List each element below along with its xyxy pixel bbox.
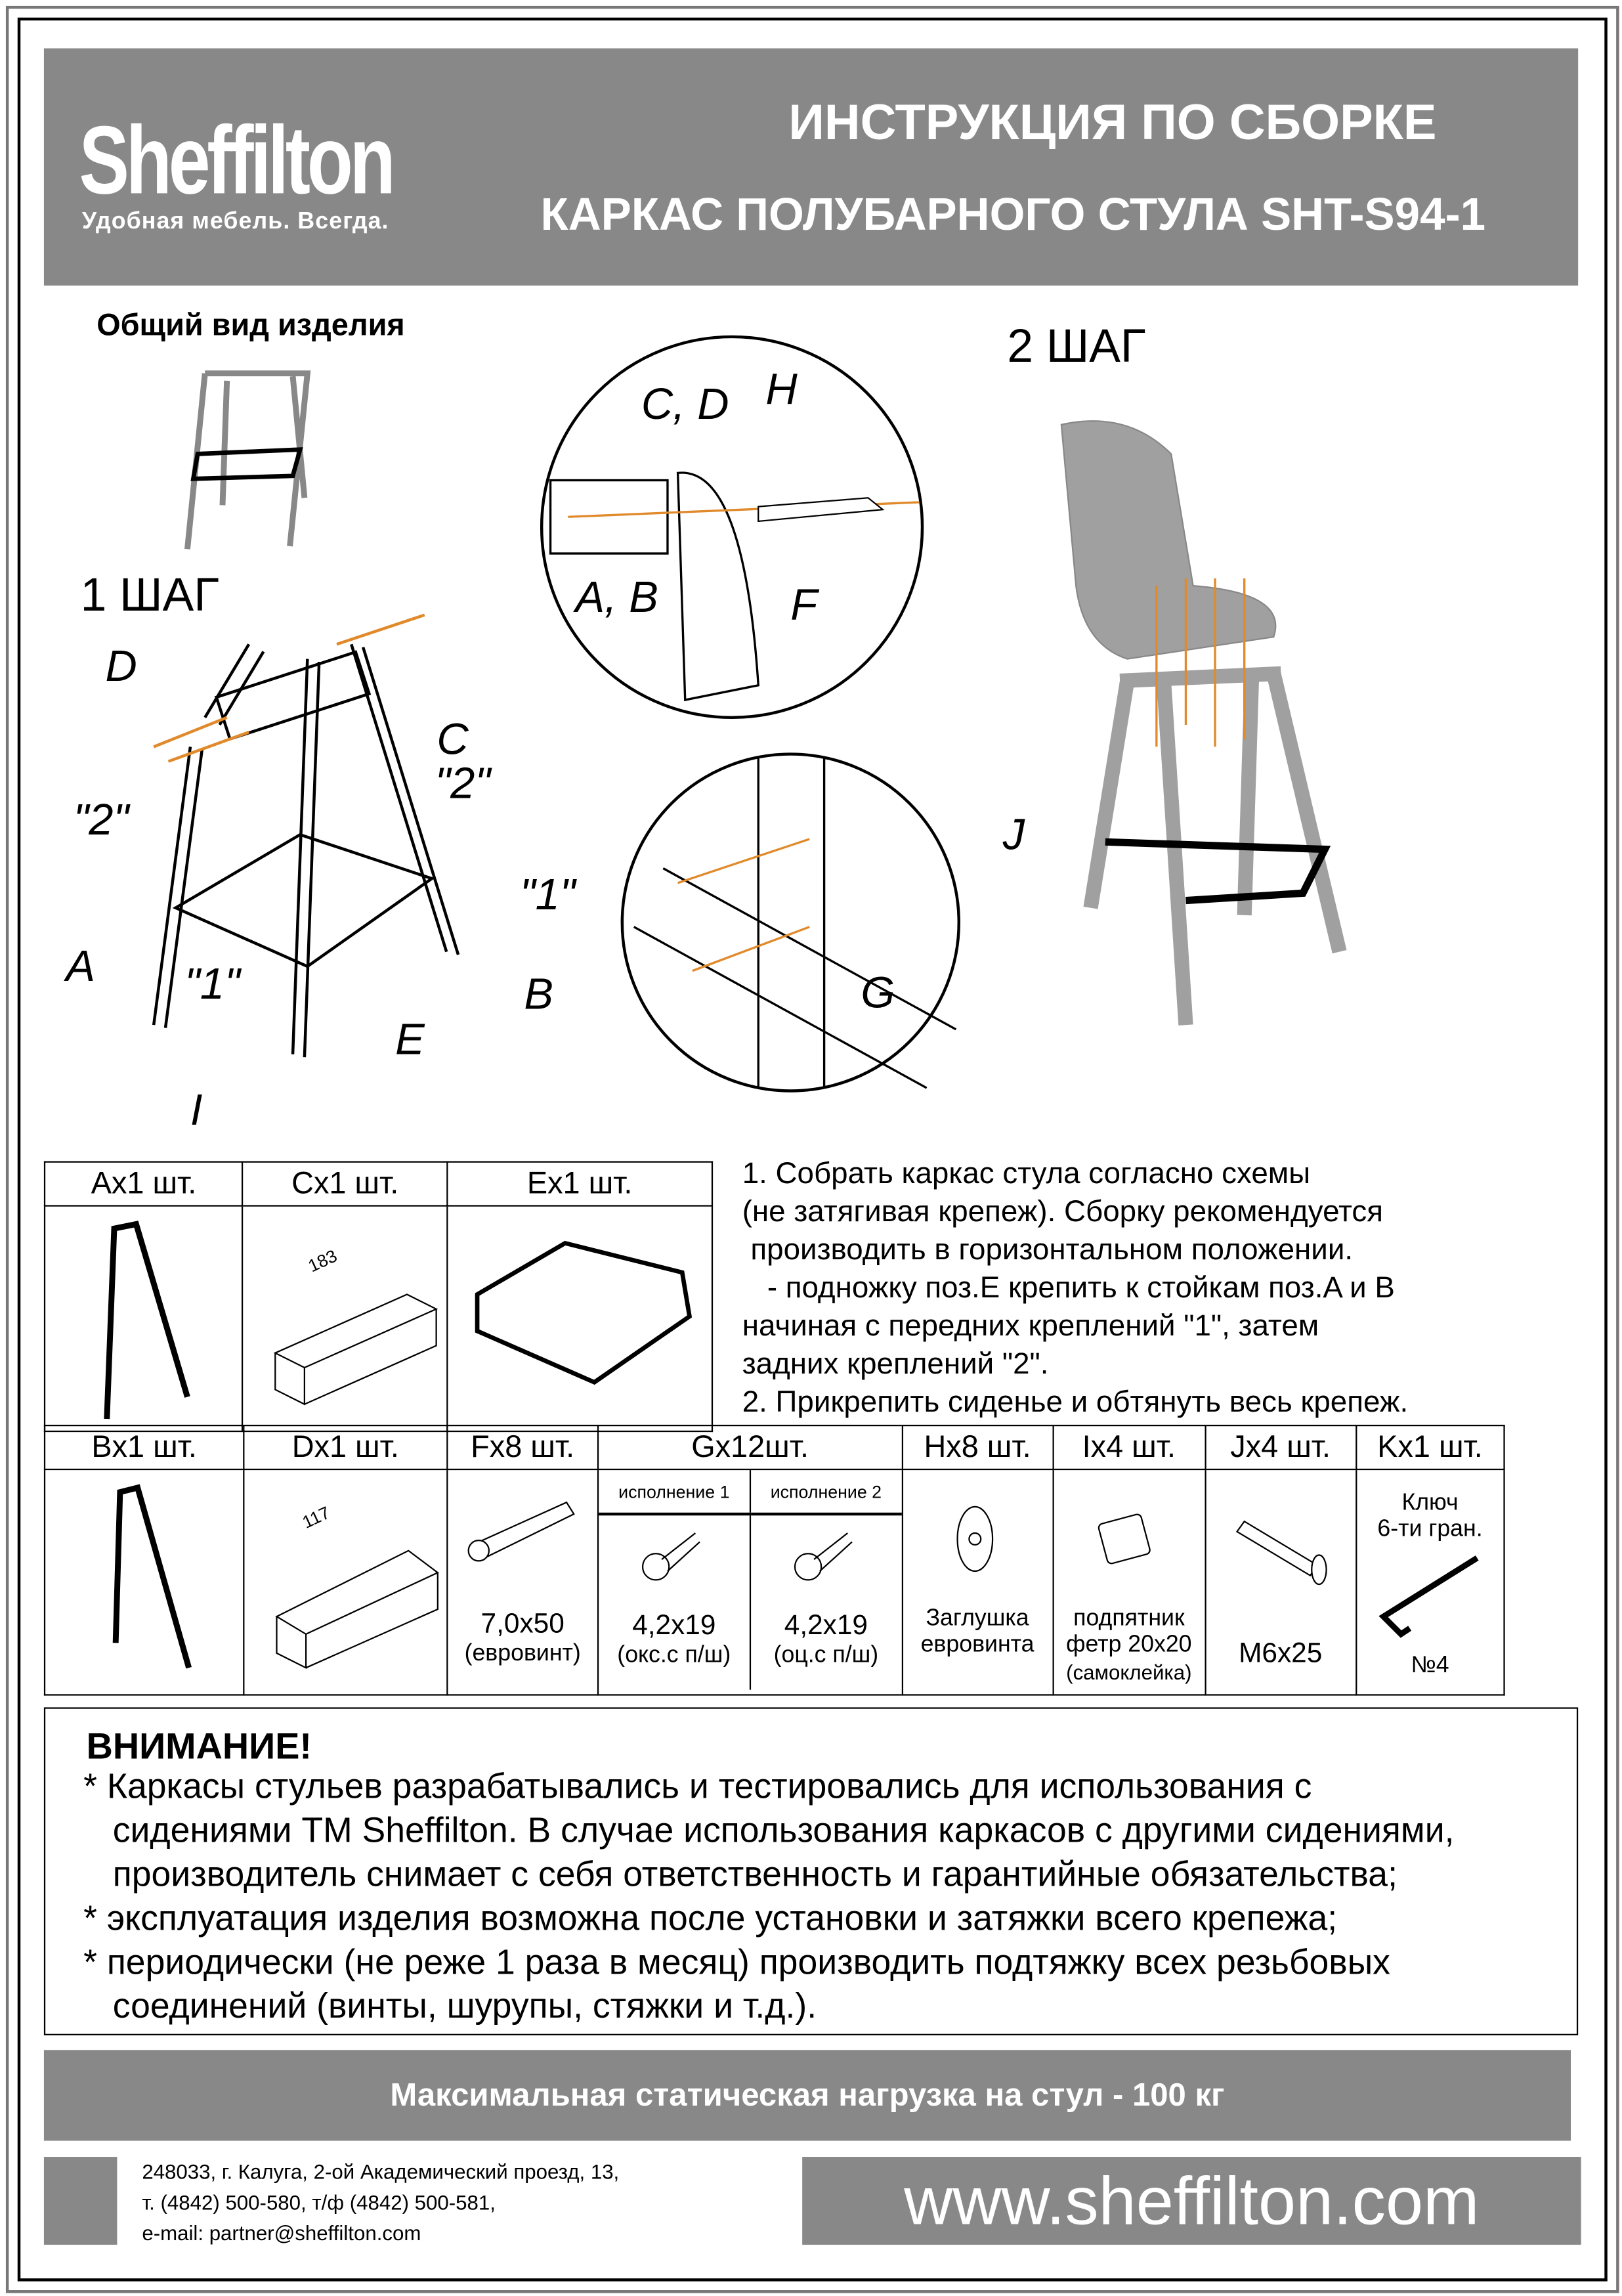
callout-F: F xyxy=(790,580,818,630)
callout-H: H xyxy=(765,364,798,414)
detail1-circle xyxy=(539,334,927,722)
callout-E: E xyxy=(395,1014,425,1064)
part-K-desc2: 6-ти гран. xyxy=(1377,1517,1483,1542)
part-G-note2: (оц.с п/ш) xyxy=(773,1643,879,1668)
part-A-drawing xyxy=(45,1206,243,1431)
step2-label: 2 ШАГ xyxy=(1007,319,1146,372)
page-title: ИНСТРУКЦИЯ ПО СБОРКЕ xyxy=(788,95,1437,151)
part-K-cell xyxy=(1356,1469,1505,1695)
part-G-note1: (окс.с п/ш) xyxy=(617,1643,731,1668)
callout-2-left: "2" xyxy=(73,795,129,845)
instruction-line: 2. Прикрепить сиденье и обтянуть весь крепеж. xyxy=(742,1385,1409,1419)
callout-D: D xyxy=(105,641,137,691)
part-G-size1: 4,2x19 xyxy=(632,1611,716,1642)
attention-line: * Каркасы стульев разрабатывались и тестировались для использования с xyxy=(83,1767,1312,1808)
attention-line: * периодически (не реже 1 раза в месяц) производить подтяжку всех резьбовых xyxy=(83,1943,1390,1983)
footer-address: 248033, г. Калуга, 2-ой Академический проезд, 13, xyxy=(142,2159,620,2184)
instruction-line: задних креплений "2". xyxy=(742,1347,1049,1381)
part-C-label: Cx1 шт. xyxy=(243,1162,447,1206)
callout-G: G xyxy=(861,968,895,1018)
part-I-cell xyxy=(1053,1469,1205,1695)
attention-title: ВНИМАНИЕ! xyxy=(86,1726,312,1767)
callout-C: C xyxy=(437,714,469,764)
attention-line: производитель снимает с себя ответственность и гарантийные обязательства; xyxy=(83,1855,1398,1895)
part-C-dimension: 183 xyxy=(305,1245,341,1276)
callout-A: A xyxy=(66,942,95,991)
callout-B: B xyxy=(524,970,554,1020)
part-F-size: 7,0x50 xyxy=(480,1609,565,1640)
part-C-drawing xyxy=(243,1206,447,1431)
part-D-label: Dx1 шт. xyxy=(244,1425,447,1469)
part-E-drawing xyxy=(447,1206,712,1431)
step1-frame-drawing xyxy=(44,615,491,1157)
part-B-label: Bx1 шт. xyxy=(45,1425,244,1469)
part-K-desc1: Ключ xyxy=(1401,1490,1459,1516)
part-J-label: Jx4 шт. xyxy=(1205,1425,1356,1469)
part-B-drawing xyxy=(45,1469,244,1695)
parts-table-bottom xyxy=(44,1425,1505,1696)
part-J-size: M6x25 xyxy=(1239,1638,1323,1670)
footer-website[interactable]: www.sheffilton.com xyxy=(802,2157,1581,2245)
callout-2-right: "2" xyxy=(435,758,491,808)
instruction-line: производить в горизонтальном положении. xyxy=(742,1232,1354,1267)
part-I-desc2: фетр 20x20 xyxy=(1066,1632,1192,1658)
part-I-desc1: подпятник xyxy=(1073,1606,1185,1632)
attention-line: соединений (винты, шурупы, стяжки и т.д.). xyxy=(83,1987,817,2027)
footer-contacts xyxy=(142,2157,619,2249)
part-E-label: Ex1 шт. xyxy=(447,1162,712,1206)
part-H-label: Hx8 шт. xyxy=(902,1425,1053,1469)
part-K-size: №4 xyxy=(1411,1653,1449,1678)
part-D-drawing xyxy=(244,1469,447,1695)
part-G-variant1: исполнение 1 xyxy=(599,1470,750,1514)
instruction-line: 1. Собрать каркас стула согласно схемы xyxy=(742,1156,1311,1191)
attention-line: * эксплуатация изделия возможна после установки и затяжки всего крепежа; xyxy=(83,1899,1338,1939)
part-H-desc2: евровинта xyxy=(920,1632,1035,1658)
part-F-label: Fx8 шт. xyxy=(447,1425,598,1469)
part-G-cell xyxy=(598,1469,902,1695)
instruction-line: (не затягивая крепеж). Сборку рекомендуется xyxy=(742,1194,1384,1229)
callout-1-left: "1" xyxy=(184,959,240,1008)
attention-box xyxy=(44,1707,1578,2035)
step1-label: 1 ШАГ xyxy=(80,568,219,621)
brand-slogan: Удобная мебель. Всегда. xyxy=(81,209,389,234)
callout-J: J xyxy=(1002,810,1025,859)
assembly-instructions xyxy=(742,1156,1408,1422)
parts-table-top xyxy=(44,1161,713,1433)
part-F-cell xyxy=(447,1469,598,1695)
instruction-line: - подножку поз.E крепить к стойкам поз.A и B xyxy=(742,1270,1395,1305)
max-load-banner: Максимальная статическая нагрузка на стул - 100 кг xyxy=(44,2050,1571,2140)
footer-email[interactable]: e-mail: partner@sheffilton.com xyxy=(142,2221,421,2245)
callout-CD: C, D xyxy=(641,379,729,429)
part-H-desc1: Заглушка xyxy=(926,1606,1029,1632)
part-G-size2: 4,2x19 xyxy=(784,1611,868,1642)
detail2-circle xyxy=(619,751,963,1095)
step2-chair-drawing xyxy=(996,410,1362,1054)
part-H-cell xyxy=(902,1469,1053,1695)
footer-phone: т. (4842) 500-580, т/ф (4842) 500-581, xyxy=(142,2190,496,2215)
part-G-label: Gx12шт. xyxy=(598,1425,902,1469)
callout-I: I xyxy=(190,1085,203,1135)
part-G-variant2: исполнение 2 xyxy=(750,1470,901,1514)
part-I-label: Ix4 шт. xyxy=(1053,1425,1205,1469)
callout-1-right: "1" xyxy=(519,871,576,920)
brand-logo: Sheffilton xyxy=(79,105,393,214)
footer-gray-block xyxy=(44,2157,117,2245)
general-view-heading: Общий вид изделия xyxy=(96,309,405,343)
attention-line: сидениями ТМ Sheffilton. В случае использования каркасов с другими сидениями, xyxy=(83,1811,1455,1851)
part-I-desc3: (самоклейка) xyxy=(1066,1660,1192,1684)
stool-overview-drawing xyxy=(176,358,330,556)
product-title: КАРКАС ПОЛУБАРНОГО СТУЛА SHT-S94-1 xyxy=(540,188,1486,240)
instruction-line: начиная с передних креплений "1", затем xyxy=(742,1309,1319,1343)
part-K-label: Kx1 шт. xyxy=(1356,1425,1505,1469)
part-F-note: (евровинт) xyxy=(464,1641,581,1666)
callout-AB: A, B xyxy=(575,573,658,622)
part-D-dimension: 117 xyxy=(298,1502,333,1532)
header-banner xyxy=(44,49,1578,286)
part-A-label: Ax1 шт. xyxy=(45,1162,243,1206)
part-J-cell xyxy=(1205,1469,1356,1695)
